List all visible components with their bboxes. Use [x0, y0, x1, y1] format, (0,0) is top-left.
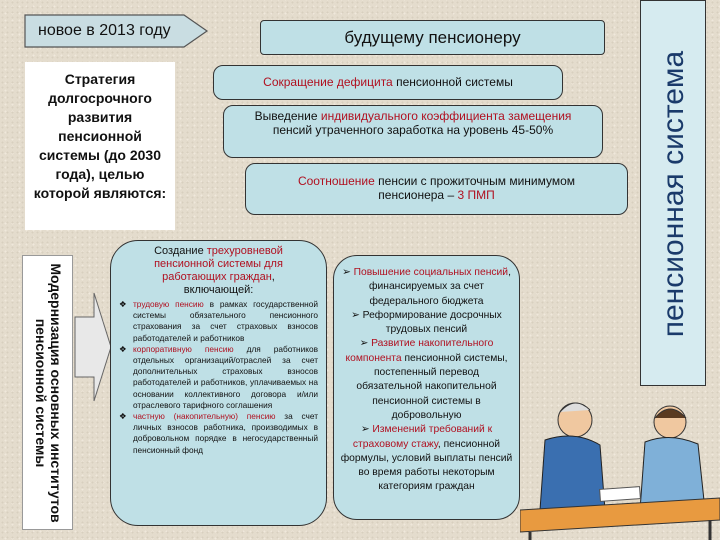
- three-level-box: [110, 240, 327, 526]
- goal-3: [245, 163, 628, 215]
- modernization-box: [22, 255, 73, 530]
- goal-2-text: пенсий утраченного заработка на уровень 45-50%: [272, 123, 554, 137]
- measure-red: Изменений требований к страховому стажу: [352, 424, 493, 450]
- measure-text: , пенсионной формулы, условий выплаты пенсий во время работы некоторым категориям граждан: [340, 438, 513, 493]
- header-text: будущему пенсионеру: [344, 28, 521, 47]
- measure-item: ➢ Развитие накопительного компонента пенсионной системы, постепенный перевод обязательной накопительной пенсионной системы в добровольную: [345, 338, 508, 421]
- measure-red: Развитие накопительного компонента: [345, 338, 494, 364]
- item-red: частную (накопительную) пенсию: [133, 411, 276, 422]
- diamond-bullet-icon: ❖: [119, 411, 127, 422]
- goal-2-red: индивидуального коэффициента замещения: [320, 109, 572, 123]
- item-red: трудовую пенсию: [133, 299, 204, 309]
- measure-item: ➢ Реформирование досрочных трудовых пенсий: [351, 309, 502, 336]
- modernization-text: Модернизация основных институтов пенсионной системы: [33, 263, 64, 523]
- item-text: в рамках государственной системы обязательного пенсионного страхования за счет страховых взносов работодателей и работников: [133, 299, 318, 343]
- right-arrow: [74, 292, 112, 402]
- three-level-intro-red: трехуровневой пенсионной системы для работающих граждан: [154, 245, 283, 283]
- goal-1: [213, 65, 563, 100]
- measure-item: ➢ Повышение социальных пенсий, финансируемых за счет федерального бюджета: [342, 267, 511, 307]
- goal-1-text: пенсионной системы: [392, 75, 513, 89]
- pension-item: [119, 411, 318, 456]
- three-level-intro: Создание: [154, 245, 207, 257]
- banner-label: новое в 2013 году: [38, 22, 171, 39]
- pension-item: [119, 299, 318, 344]
- item-text: для работников отдельных организаций/отраслей за счет дополнительных страховых взносов работодателей и работников, уплачиваемых на основании коллективного договора и/или отраслевого тарифного соглашения: [133, 343, 318, 410]
- measure-item: ➢ Изменений требований к страховому стажу, пенсионной формулы, условий выплаты пенсий во время работы некоторым категориям граждан: [340, 424, 513, 493]
- measure-text: Реформирование досрочных трудовых пенсий: [362, 309, 502, 336]
- goal-2-pre: Выведение: [254, 109, 321, 123]
- goal-3-red2: 3 ПМП: [457, 188, 495, 202]
- side-title: пенсионная система: [657, 50, 690, 338]
- three-level-intro-post: , включающей:: [183, 271, 275, 296]
- measure-text: , финансируемых за счет федерального бюджета: [369, 267, 511, 307]
- strategy-text: Стратегия долгосрочного развития пенсионной системы (до 2030 года), целью которой являются:: [33, 71, 167, 201]
- goal-2: [223, 105, 603, 158]
- measure-text: пенсионной системы, постепенный перевод обязательной накопительной пенсионной системы в добровольную: [356, 352, 508, 421]
- meeting-illustration: [520, 380, 720, 540]
- goal-3-red: Соотношение: [297, 174, 375, 188]
- item-red: корпоративную пенсию: [133, 343, 234, 354]
- side-title-box: [640, 0, 706, 386]
- header-box: [260, 20, 605, 55]
- item-text: за счет личных взносов работника, производимых в добровольном порядке в негосударственный пенсионный фонд: [133, 411, 319, 455]
- diamond-bullet-icon: ❖: [119, 299, 127, 309]
- diamond-bullet-icon: ❖: [119, 343, 127, 354]
- strategy-box: [25, 62, 175, 230]
- goal-1-red: Сокращение дефицита: [263, 75, 393, 89]
- measure-red: Повышение социальных пенсий: [353, 267, 509, 278]
- goal-3-text: пенсии с прожиточным минимумом пенсионера –: [374, 174, 576, 202]
- measures-box: [333, 255, 520, 520]
- pension-item: [119, 344, 318, 411]
